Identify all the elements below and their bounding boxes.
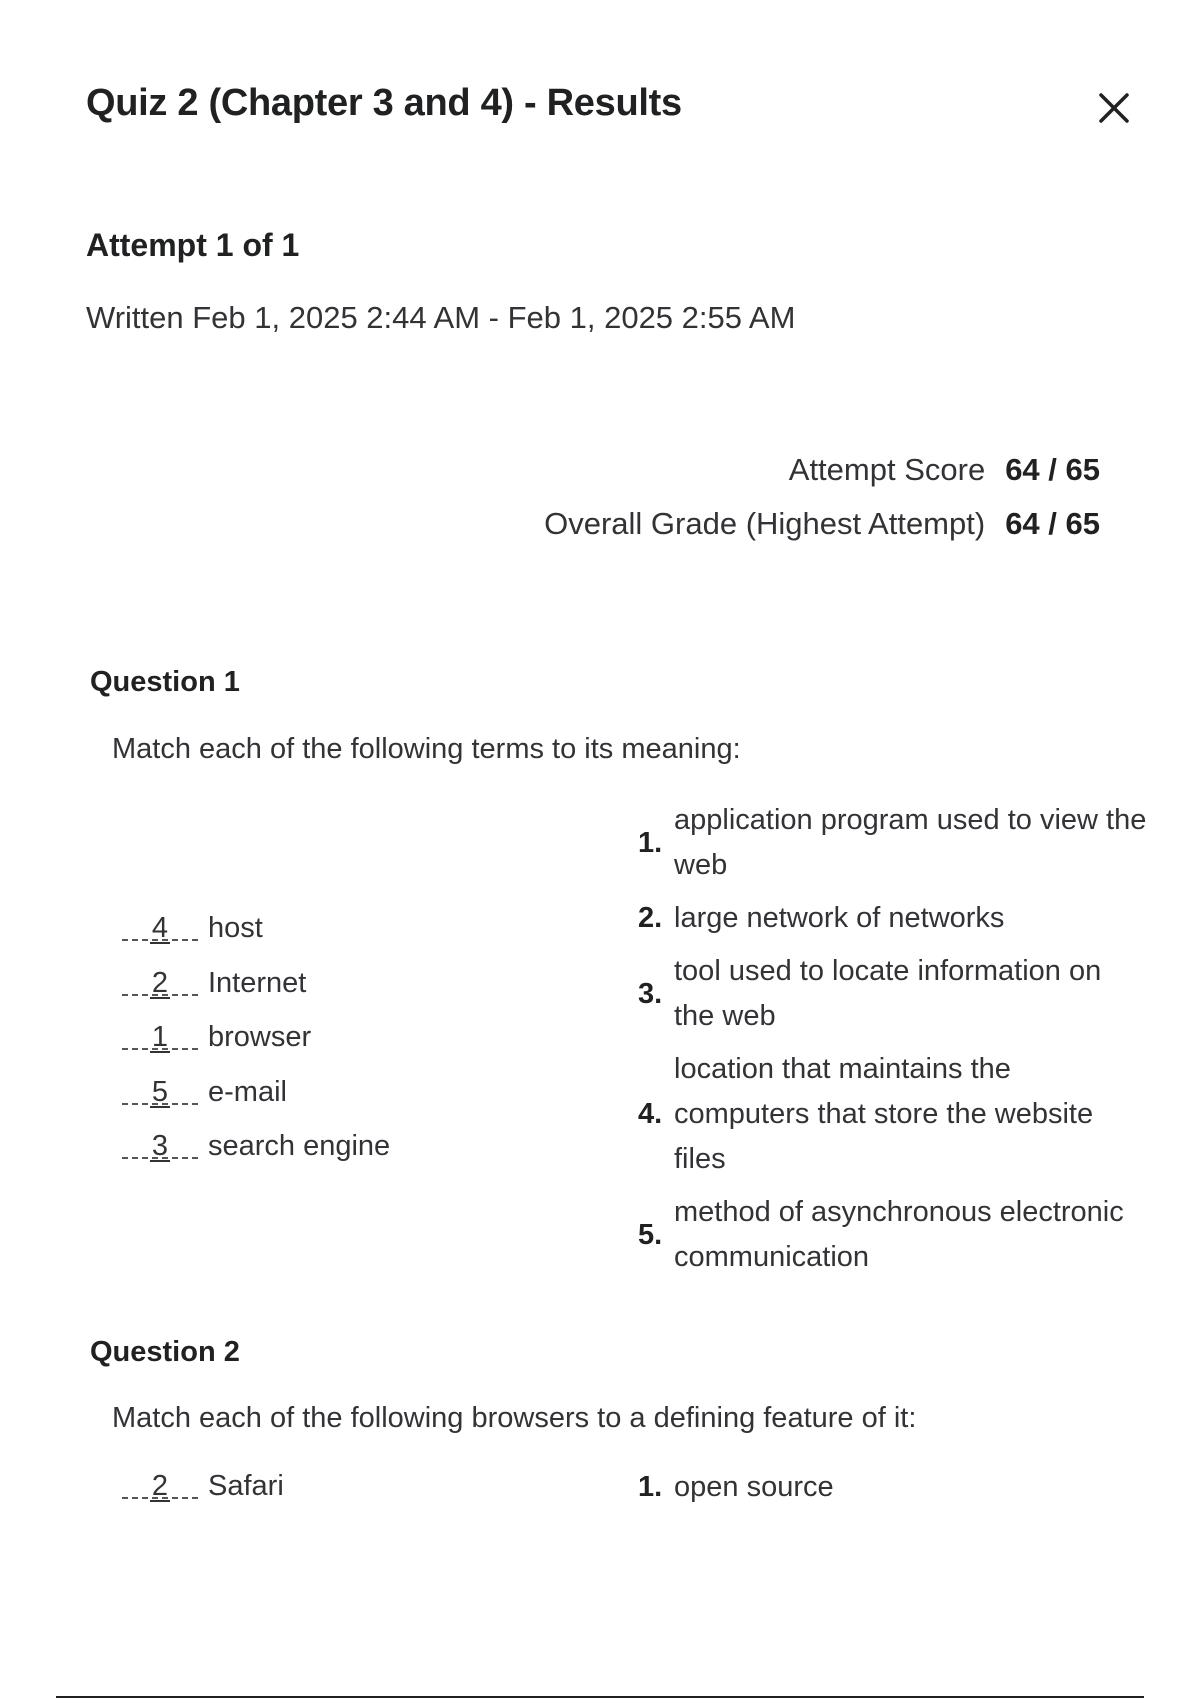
attempt-label: Attempt 1 of 1 xyxy=(86,227,300,263)
definition-text: tool used to locate information on the web xyxy=(674,955,1102,1032)
dialog-title: Quiz 2 (Chapter 3 and 4) - Results xyxy=(86,82,682,124)
definition-text: large network of networks xyxy=(674,902,1005,934)
question-1-heading: Question 1 xyxy=(90,666,240,698)
match-term: Safari xyxy=(208,1470,284,1502)
answer-blank: 3 xyxy=(122,1130,198,1163)
match-row xyxy=(122,1470,284,1525)
answer-blank: 2 xyxy=(122,967,198,1000)
definition-item xyxy=(638,949,1148,1039)
definition-number: 1. xyxy=(638,1471,663,1503)
attempt-written-time: Written Feb 1, 2025 2:44 AM - Feb 1, 2025 2:55 AM xyxy=(86,300,796,335)
question-2-prompt: Match each of the following browsers to a defining feature of it: xyxy=(112,1402,917,1434)
match-term: browser xyxy=(208,1021,312,1053)
question-2-terms xyxy=(122,1470,284,1525)
match-term: e-mail xyxy=(208,1075,287,1108)
definition-item xyxy=(638,896,1148,941)
question-2-heading: Question 2 xyxy=(90,1336,240,1368)
definition-item xyxy=(638,1465,1148,1510)
answer-blank: 1 xyxy=(122,1021,198,1054)
definition-number: 3. xyxy=(638,977,663,1010)
answer-blank: 2 xyxy=(122,1470,198,1503)
definition-number: 2. xyxy=(638,902,663,934)
score-summary xyxy=(544,452,1100,560)
bottom-divider xyxy=(56,1696,1144,1698)
definition-text: location that maintains the computers that store the website files xyxy=(674,1053,1094,1175)
answer-blank: 5 xyxy=(122,1076,198,1109)
definition-text: application program used to view the web xyxy=(674,804,1147,881)
question-1-terms xyxy=(122,912,390,1185)
definition-item xyxy=(638,798,1148,888)
match-term: host xyxy=(208,912,263,944)
definition-item xyxy=(638,1190,1148,1280)
definition-number: 4. xyxy=(638,1098,663,1130)
match-term: Internet xyxy=(208,966,307,999)
overall-grade-label: Overall Grade (Highest Attempt) xyxy=(544,506,986,541)
match-term: search engine xyxy=(208,1130,391,1162)
match-row xyxy=(122,1130,390,1185)
close-button[interactable] xyxy=(1092,86,1136,130)
answer-blank: 4 xyxy=(122,912,198,945)
definition-number: 1. xyxy=(638,826,663,859)
match-row xyxy=(122,1021,390,1076)
attempt-score-value: 64 / 65 xyxy=(1005,452,1100,487)
attempt-score-label: Attempt Score xyxy=(788,452,986,487)
attempt-score-row xyxy=(544,452,1100,506)
definition-text: open source xyxy=(674,1471,834,1503)
overall-grade-value: 64 / 65 xyxy=(1005,506,1100,541)
definition-item xyxy=(638,1047,1148,1182)
close-icon xyxy=(1097,91,1131,125)
question-1-definitions xyxy=(638,798,1148,1288)
question-1-prompt: Match each of the following terms to its meaning: xyxy=(112,733,741,765)
match-row xyxy=(122,1076,390,1131)
question-2-definitions xyxy=(638,1465,1148,1518)
match-row xyxy=(122,912,390,967)
overall-grade-row xyxy=(544,506,1100,560)
definition-text: method of asynchronous electronic communication xyxy=(674,1196,1124,1273)
definition-number: 5. xyxy=(638,1218,663,1251)
match-row xyxy=(122,967,390,1022)
